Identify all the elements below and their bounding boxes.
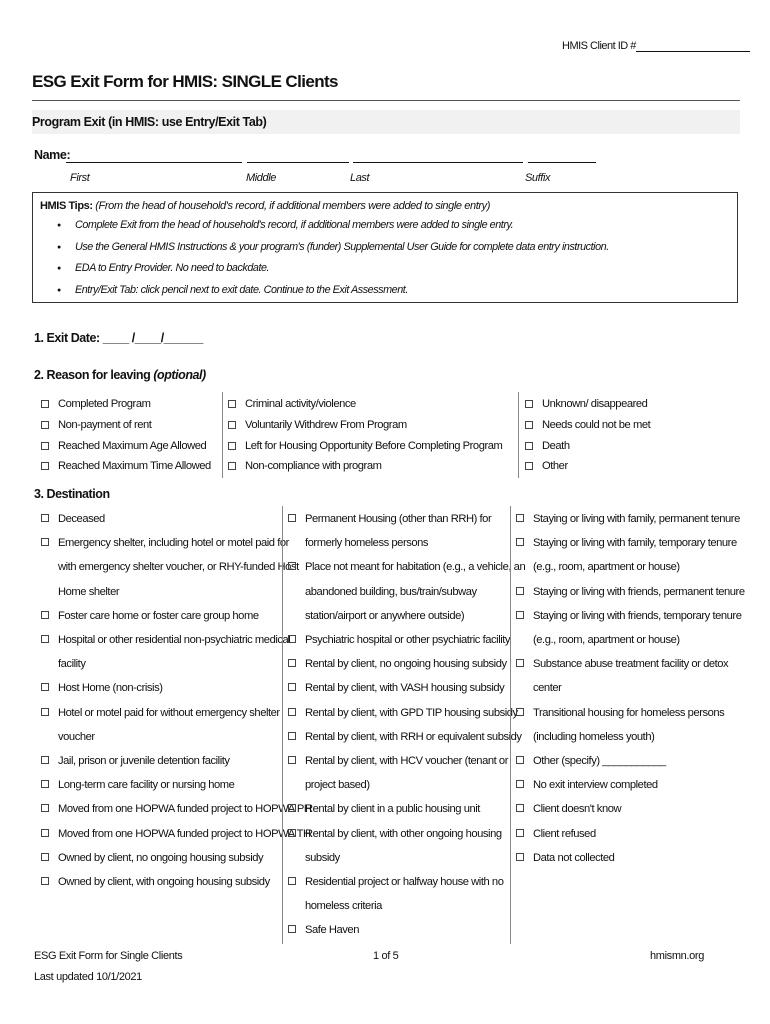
destination-column-3 — [515, 507, 745, 870]
checkbox-staying-or-living-with-family-temporary-[interactable] — [515, 531, 745, 579]
reason-heading: 2. Reason for leaving (optional) — [34, 368, 206, 382]
checkbox-label-line: Rental by client, with RRH or equivalent subsidy — [305, 730, 522, 743]
checkbox-criminal-activity-violence[interactable]: Criminal activity/violence — [227, 394, 502, 415]
checkbox-completed-program[interactable]: Completed Program — [40, 394, 211, 415]
list-item: ● Use the General HMIS Instructions & your program's (funder) Supplemental User Guide for complete data entry instruction. — [55, 237, 609, 259]
checkbox-jail-prison-or-juvenile-detention-facili[interactable] — [40, 749, 311, 773]
checkbox-label-line: Psychiatric hospital or other psychiatric facility — [305, 634, 511, 647]
checkbox-reached-maximum-time-allowed[interactable]: Reached Maximum Time Allowed — [40, 456, 211, 477]
checkbox-label-line: (e.g., room, apartment or house) — [533, 634, 680, 647]
form-title: ESG Exit Form for HMIS: SINGLE Clients — [32, 72, 338, 91]
checkbox-label-line: Jail, prison or juvenile detention facility — [58, 755, 230, 768]
reason-column-2 — [227, 394, 502, 477]
client-id-line[interactable] — [636, 40, 750, 52]
checkbox-label-line: Rental by client, with other ongoing housing — [305, 827, 502, 840]
checkbox-no-exit-interview-completed[interactable] — [515, 773, 745, 797]
list-item: ● Entry/Exit Tab: click pencil next to exit date. Continue to the Exit Assessment. — [55, 280, 609, 302]
checkbox-rental-by-client-with-gpd-tip-housing-su[interactable] — [287, 701, 525, 725]
checkbox-rental-by-client-with-hcv-voucher-tenant[interactable] — [287, 749, 525, 797]
name-middle-label: Middle — [246, 172, 277, 184]
checkbox-hotel-or-motel-paid-for-without-emergenc[interactable] — [40, 701, 311, 749]
footer-site: hmismn.org — [650, 950, 704, 962]
checkbox-rental-by-client-in-a-public-housing-uni[interactable] — [287, 797, 525, 821]
footer-form-name: ESG Exit Form for Single Clients — [34, 950, 183, 962]
checkbox-label-line: Staying or living with family, permanent tenure — [533, 513, 740, 525]
list-item: ● EDA to Entry Provider. No need to backdate. — [55, 258, 609, 280]
checkbox-unknown-disappeared[interactable]: Unknown/ disappeared — [524, 394, 650, 415]
checkbox-label-line: Hospital or other residential non-psychiatric medical — [58, 634, 291, 647]
checkbox-needs-could-not-be-met[interactable]: Needs could not be met — [524, 415, 650, 436]
checkbox-label-line: center — [533, 682, 562, 695]
checkbox-place-not-meant-for-habitation-e-g-a-veh[interactable] — [287, 555, 525, 628]
reason-divider-2 — [518, 392, 519, 478]
checkbox-permanent-housing-other-than-rrh-for[interactable] — [287, 507, 525, 555]
checkbox-death[interactable]: Death — [524, 436, 650, 457]
checkbox-staying-or-living-with-friends-temporary[interactable] — [515, 604, 745, 652]
section-title: Program Exit (in HMIS: use Entry/Exit Tab) — [32, 115, 267, 129]
title-divider — [32, 100, 740, 101]
checkbox-safe-haven[interactable] — [287, 918, 525, 942]
destination-column-2 — [287, 507, 525, 943]
checkbox-label-line: Home shelter — [58, 585, 120, 598]
name-first-line[interactable] — [66, 162, 242, 163]
checkbox-label-line: Rental by client, with GPD TIP housing subsidy — [305, 706, 518, 719]
checkbox-long-term-care-facility-or-nursing-home[interactable] — [40, 773, 311, 797]
reason-divider-1 — [222, 392, 223, 478]
checkbox-label-line: Moved from one HOPWA funded project to HOPWA TH — [58, 827, 311, 840]
checkbox-label-line: Staying or living with friends, temporary tenure — [533, 609, 742, 622]
reason-column-3 — [524, 394, 650, 477]
client-id-field[interactable] — [562, 40, 750, 52]
checkbox-non-compliance-with-program[interactable]: Non-compliance with program — [227, 456, 502, 477]
checkbox-label-line: Deceased — [58, 513, 105, 525]
checkbox-label-line: Staying or living with friends, permanent tenure — [533, 585, 745, 598]
hmis-tips-box — [32, 192, 738, 303]
checkbox-moved-from-one-hopwa-funded-project-to-h[interactable] — [40, 797, 311, 821]
checkbox-label-line: Rental by client in a public housing unit — [305, 803, 480, 816]
exit-date-field[interactable]: 1. Exit Date: ____ /____/______ — [34, 331, 203, 345]
checkbox-label-line: homeless criteria — [305, 900, 382, 913]
checkbox-deceased[interactable] — [40, 507, 311, 531]
checkbox-label-line: station/airport or anywhere outside) — [305, 609, 465, 622]
checkbox-label-line: Rental by client, no ongoing housing subsidy — [305, 658, 507, 671]
checkbox-label-line: Rental by client, with HCV voucher (tenant or — [305, 755, 508, 768]
name-middle-line[interactable] — [247, 162, 349, 163]
checkbox-label-line: Staying or living with family, temporary tenure — [533, 537, 737, 550]
checkbox-foster-care-home-or-foster-care-group-ho[interactable] — [40, 604, 311, 628]
section-header — [32, 110, 740, 134]
checkbox-label-line: Permanent Housing (other than RRH) for — [305, 513, 492, 525]
checkbox-label-line: Residential project or halfway house with no — [305, 876, 504, 889]
checkbox-label-line: Safe Haven — [305, 924, 359, 937]
name-last-label: Last — [350, 172, 370, 184]
checkbox-label-line: Moved from one HOPWA funded project to HOPWA PH — [58, 803, 312, 816]
checkbox-transitional-housing-for-homeless-person[interactable] — [515, 701, 745, 749]
checkbox-label-line: abandoned building, bus/train/subway — [305, 585, 477, 598]
checkbox-label-line: Hotel or motel paid for without emergency shelter — [58, 706, 280, 719]
checkbox-non-payment-of-rent[interactable]: Non-payment of rent — [40, 415, 211, 436]
checkbox-label-line: Owned by client, no ongoing housing subsidy — [58, 851, 264, 864]
checkbox-hospital-or-other-residential-non-psychi[interactable] — [40, 628, 311, 676]
checkbox-reached-maximum-age-allowed[interactable]: Reached Maximum Age Allowed — [40, 436, 211, 457]
checkbox-label-line: Foster care home or foster care group home — [58, 609, 259, 622]
checkbox-label-line: Client doesn't know — [533, 803, 622, 816]
list-item: ● Complete Exit from the head of household's record, if additional members were added to single entry. — [55, 215, 609, 237]
checkbox-label-line: Owned by client, with ongoing housing subsidy — [58, 876, 270, 889]
name-label: Name: — [34, 148, 71, 162]
checkbox-label-line: project based) — [305, 779, 370, 792]
reason-column-1 — [40, 394, 211, 477]
checkbox-client-refused[interactable] — [515, 822, 745, 846]
checkbox-label-line: subsidy — [305, 851, 340, 864]
checkbox-substance-abuse-treatment-facility-or-de[interactable] — [515, 652, 745, 700]
checkbox-host-home-non-crisis[interactable] — [40, 676, 311, 700]
checkbox-data-not-collected[interactable] — [515, 846, 745, 870]
checkbox-label-line: Substance abuse treatment facility or detox — [533, 658, 729, 671]
footer-page-number: 1 of 5 — [373, 950, 399, 962]
checkbox-label-line: No exit interview completed — [533, 779, 658, 792]
checkbox-residential-project-or-halfway-house-wit[interactable] — [287, 870, 525, 918]
checkbox-owned-by-client-with-ongoing-housing-sub[interactable] — [40, 870, 311, 894]
hmis-tips-heading: HMIS Tips: (From the head of household's record, if additional members were added to single entry) — [40, 200, 490, 212]
checkbox-other[interactable]: Other — [524, 456, 650, 477]
checkbox-label-line: Place not meant for habitation (e.g., a vehicle, an — [305, 561, 526, 574]
destination-divider-2 — [510, 506, 511, 944]
destination-divider-1 — [282, 506, 283, 944]
checkbox-staying-or-living-with-family-permanent-[interactable] — [515, 507, 745, 531]
checkbox-rental-by-client-with-vash-housing-subsi[interactable] — [287, 676, 525, 700]
destination-heading: 3. Destination — [34, 487, 110, 501]
destination-column-1 — [40, 507, 311, 894]
checkbox-label-line: (including homeless youth) — [533, 730, 655, 743]
checkbox-label-line: Data not collected — [533, 851, 615, 864]
checkbox-psychiatric-hospital-or-other-psychiatri[interactable] — [287, 628, 525, 652]
name-suffix-line[interactable] — [528, 162, 596, 163]
checkbox-owned-by-client-no-ongoing-housing-subsi[interactable] — [40, 846, 311, 870]
checkbox-rental-by-client-no-ongoing-housing-subs[interactable] — [287, 652, 525, 676]
checkbox-label-line: Emergency shelter, including hotel or motel paid for — [58, 537, 289, 550]
name-first-label: First — [70, 172, 90, 184]
checkbox-rental-by-client-with-rrh-or-equivalent-[interactable] — [287, 725, 525, 749]
checkbox-label-line: Client refused — [533, 827, 596, 840]
checkbox-label-line: (e.g., room, apartment or house) — [533, 561, 680, 574]
checkbox-emergency-shelter-including-hotel-or-mot[interactable] — [40, 531, 311, 604]
checkbox-label-line: with emergency shelter voucher, or RHY-funded Host — [58, 561, 299, 574]
checkbox-label-line: formerly homeless persons — [305, 537, 429, 550]
checkbox-label-line: Long-term care facility or nursing home — [58, 779, 235, 792]
name-suffix-label: Suffix — [525, 172, 551, 184]
checkbox-client-doesn-t-know[interactable] — [515, 797, 745, 821]
checkbox-label-line: voucher — [58, 730, 95, 743]
name-last-line[interactable] — [353, 162, 523, 163]
checkbox-label-line: facility — [58, 658, 86, 671]
checkbox-moved-from-one-hopwa-funded-project-to-h[interactable] — [40, 822, 311, 846]
checkbox-left-for-housing-opportunity-before-comp[interactable]: Left for Housing Opportunity Before Completing Program — [227, 436, 502, 457]
checkbox-label-line: Other (specify) ___________ — [533, 755, 666, 768]
footer-updated: Last updated 10/1/2021 — [34, 971, 142, 983]
checkbox-rental-by-client-with-other-ongoing-hous[interactable] — [287, 822, 525, 870]
checkbox-label-line: Rental by client, with VASH housing subsidy — [305, 682, 505, 695]
checkbox-staying-or-living-with-friends-permanent[interactable] — [515, 580, 745, 604]
checkbox-label-line: Host Home (non-crisis) — [58, 682, 163, 695]
hmis-tips-list — [55, 215, 609, 301]
checkbox-label-line: Transitional housing for homeless persons — [533, 706, 725, 719]
client-id-label: HMIS Client ID # — [562, 40, 636, 52]
checkbox-voluntarily-withdrew-from-program[interactable]: Voluntarily Withdrew From Program — [227, 415, 502, 436]
checkbox-other-specify[interactable] — [515, 749, 745, 773]
